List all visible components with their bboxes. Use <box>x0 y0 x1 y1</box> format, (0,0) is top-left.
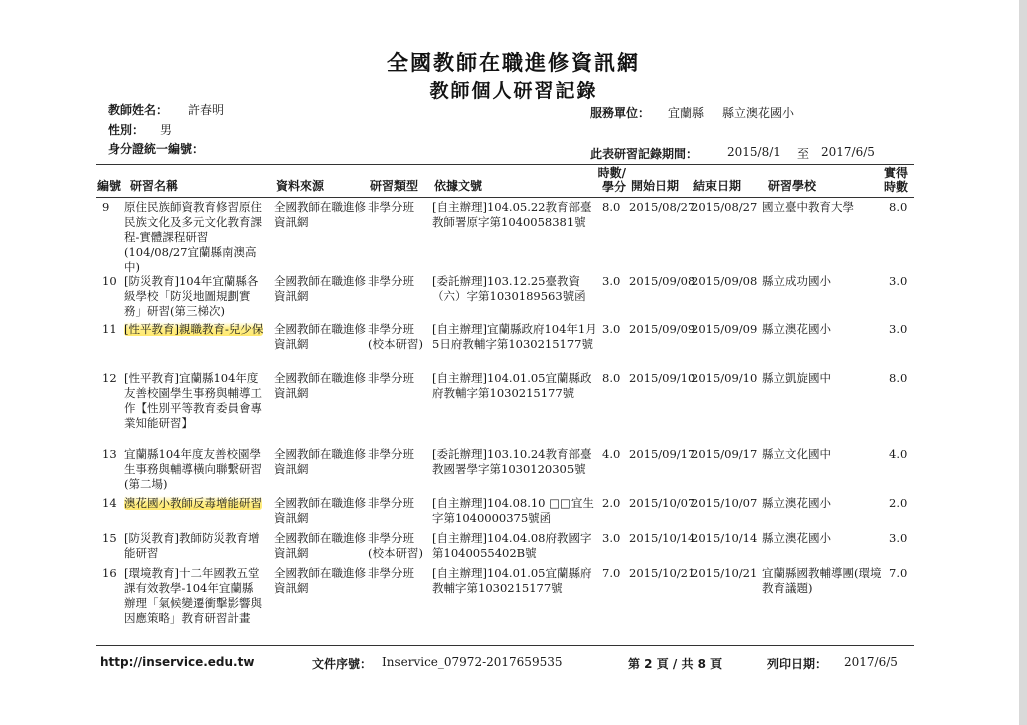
col-hours <box>590 166 626 194</box>
row-type: 非學分班(校本研習) <box>368 322 423 351</box>
row-start: 2015/10/21 <box>629 566 696 580</box>
print-date-label: 列印日期： <box>767 657 828 671</box>
document-subtitle: 教師個人研習記錄 <box>429 80 598 102</box>
row-doc: [委託辦理]103.12.25臺教資（六）字第1030189563號函 <box>432 274 586 303</box>
footer-rule <box>96 645 914 646</box>
document-title: 全國教師在職進修資訊網 <box>387 50 640 75</box>
row-num: 10 <box>102 274 117 288</box>
id-number-label: 身分證統一編號： <box>108 142 205 156</box>
col-earned-line2: 時數 <box>883 180 908 194</box>
row-end: 2015/10/21 <box>691 566 758 580</box>
row-earned: 7.0 <box>889 566 908 580</box>
row-end: 2015/09/17 <box>691 447 758 461</box>
row-type: 非學分班(校本研習) <box>368 531 423 560</box>
row-doc: [委託辦理]103.10.24教育部臺教國署學字第1030120305號 <box>432 447 592 476</box>
row-hours: 3.0 <box>602 274 621 288</box>
scan-edge <box>1019 0 1027 725</box>
row-source: 全國教師在職進修資訊網 <box>274 371 366 400</box>
service-county: 宜蘭縣 <box>668 106 705 120</box>
highlight-marker: 澳花國小教師反毒增能研習 <box>124 496 262 510</box>
row-end: 2015/08/27 <box>691 200 758 214</box>
row-source: 全國教師在職進修資訊網 <box>274 447 366 476</box>
gender-value: 男 <box>160 123 173 137</box>
row-start: 2015/09/10 <box>629 371 696 385</box>
row-type: 非學分班 <box>368 496 414 510</box>
row-earned: 3.0 <box>889 322 908 336</box>
highlight-marker: [性平教育]親職教育-兒少保 <box>124 322 264 336</box>
serial-number: Inservice_07972-2017659535 <box>382 655 563 669</box>
col-doc: 依據文號 <box>434 179 483 193</box>
row-start: 2015/09/09 <box>629 322 696 336</box>
row-start: 2015/10/14 <box>629 531 696 545</box>
col-type: 研習類型 <box>370 179 419 193</box>
row-name: 宜蘭縣104年度友善校園學生事務與輔導橫向聯繫研習(第二場) <box>124 447 262 491</box>
page-indicator: 第 2 頁 / 共 8 頁 <box>628 657 723 671</box>
row-num: 14 <box>102 496 117 510</box>
teacher-name: 許春明 <box>188 103 225 117</box>
row-school: 縣立澳花國小 <box>762 496 831 510</box>
row-hours: 3.0 <box>602 531 621 545</box>
print-date: 2017/6/5 <box>844 655 898 669</box>
row-start: 2015/08/27 <box>629 200 696 214</box>
row-type: 非學分班 <box>368 200 414 214</box>
service-school: 縣立澳花國小 <box>722 106 795 120</box>
row-start: 2015/10/07 <box>629 496 696 510</box>
service-unit-label: 服務單位： <box>590 106 651 120</box>
gender-label: 性別： <box>108 123 145 137</box>
row-name <box>124 496 264 511</box>
row-source: 全國教師在職進修資訊網 <box>274 200 366 229</box>
row-start: 2015/09/17 <box>629 447 696 461</box>
row-school: 縣立澳花國小 <box>762 322 831 336</box>
row-start: 2015/09/08 <box>629 274 696 288</box>
col-source: 資料來源 <box>276 179 325 193</box>
col-start: 開始日期 <box>631 179 680 193</box>
row-name: [環境教育]十二年國教五堂課有效教學-104年宜蘭縣辦理「氣候變遷衝擊影響與因應策略」教育研習計畫 <box>124 566 262 625</box>
teacher-name-label: 教師姓名： <box>108 103 169 117</box>
row-name <box>124 322 264 337</box>
footer-url[interactable]: http://inservice.edu.tw <box>100 655 255 669</box>
row-num: 15 <box>102 531 117 545</box>
row-doc: [自主辦理]104.08.10 □□宜生字第1040000375號函 <box>432 496 594 525</box>
row-name: [防災教育]教師防災教育增能研習 <box>124 531 260 560</box>
header-bottom-rule <box>96 197 914 198</box>
serial-label: 文件序號： <box>312 657 373 671</box>
row-num: 11 <box>102 322 117 336</box>
col-name: 研習名稱 <box>130 179 179 193</box>
col-hours-line2: 學分 <box>601 180 626 194</box>
row-hours: 8.0 <box>602 200 621 214</box>
row-earned: 8.0 <box>889 371 908 385</box>
row-end: 2015/09/08 <box>691 274 758 288</box>
row-doc: [自主辦理]104.05.22教育部臺教師署原字第1040058381號 <box>432 200 592 229</box>
row-end: 2015/10/14 <box>691 531 758 545</box>
row-end: 2015/09/09 <box>691 322 758 336</box>
row-doc: [自主辦理]104.01.05宜蘭縣府教輔字第1030215177號 <box>432 566 592 595</box>
period-to: 2017/6/5 <box>821 145 875 159</box>
row-earned: 4.0 <box>889 447 908 461</box>
row-hours: 4.0 <box>602 447 621 461</box>
row-type: 非學分班 <box>368 566 414 580</box>
row-earned: 3.0 <box>889 531 908 545</box>
row-school: 縣立澳花國小 <box>762 531 831 545</box>
row-type: 非學分班 <box>368 447 414 461</box>
col-earned-line1: 實得 <box>883 166 908 180</box>
period-from: 2015/8/1 <box>727 145 781 159</box>
row-earned: 2.0 <box>889 496 908 510</box>
row-end: 2015/09/10 <box>691 371 758 385</box>
row-hours: 7.0 <box>602 566 621 580</box>
col-end: 結束日期 <box>693 179 742 193</box>
header-top-rule <box>96 164 914 165</box>
row-school: 縣立成功國小 <box>762 274 831 288</box>
row-school: 縣立凱旋國中 <box>762 371 831 385</box>
row-source: 全國教師在職進修資訊網 <box>274 531 366 560</box>
row-source: 全國教師在職進修資訊網 <box>274 566 366 595</box>
col-num: 編號 <box>97 179 122 193</box>
row-num: 13 <box>102 447 117 461</box>
row-doc: [自主辦理]104.01.05宜蘭縣政府教輔字第1030215177號 <box>432 371 592 400</box>
row-hours: 2.0 <box>602 496 621 510</box>
row-school: 縣立文化國中 <box>762 447 831 461</box>
row-name: [防災教育]104年宜蘭縣各級學校「防災地圖規劃實務」研習(第三梯次) <box>124 274 259 318</box>
row-type: 非學分班 <box>368 274 414 288</box>
period-to-word: 至 <box>797 147 810 161</box>
row-num: 16 <box>102 566 117 580</box>
row-end: 2015/10/07 <box>691 496 758 510</box>
col-hours-line1: 時數/ <box>597 166 626 180</box>
row-school: 國立臺中教育大學 <box>762 200 854 214</box>
row-earned: 3.0 <box>889 274 908 288</box>
row-name: [性平教育]宜蘭縣104年度友善校園學生事務與輔導工作【性別平等教育委員會專業知能研習】 <box>124 371 262 430</box>
row-source: 全國教師在職進修資訊網 <box>274 274 366 303</box>
col-school: 研習學校 <box>768 179 817 193</box>
row-school: 宜蘭縣國教輔導團(環境教育議題) <box>762 566 882 595</box>
col-earned <box>872 166 908 194</box>
row-name: 原住民族師資教育修習原住民族文化及多元文化教育課程-實體課程研習(104/08/27宜蘭縣南澳高中) <box>124 200 262 274</box>
row-hours: 3.0 <box>602 322 621 336</box>
row-doc: [自主辦理]104.04.08府教國字第1040055402B號 <box>432 531 592 560</box>
row-hours: 8.0 <box>602 371 621 385</box>
period-label: 此表研習記錄期間： <box>590 147 699 161</box>
row-source: 全國教師在職進修資訊網 <box>274 496 366 525</box>
row-earned: 8.0 <box>889 200 908 214</box>
row-num: 12 <box>102 371 117 385</box>
row-num: 9 <box>102 200 110 214</box>
row-doc: [自主辦理]宜蘭縣政府104年1月5日府教輔字第1030215177號 <box>432 322 597 351</box>
row-type: 非學分班 <box>368 371 414 385</box>
row-source: 全國教師在職進修資訊網 <box>274 322 366 351</box>
